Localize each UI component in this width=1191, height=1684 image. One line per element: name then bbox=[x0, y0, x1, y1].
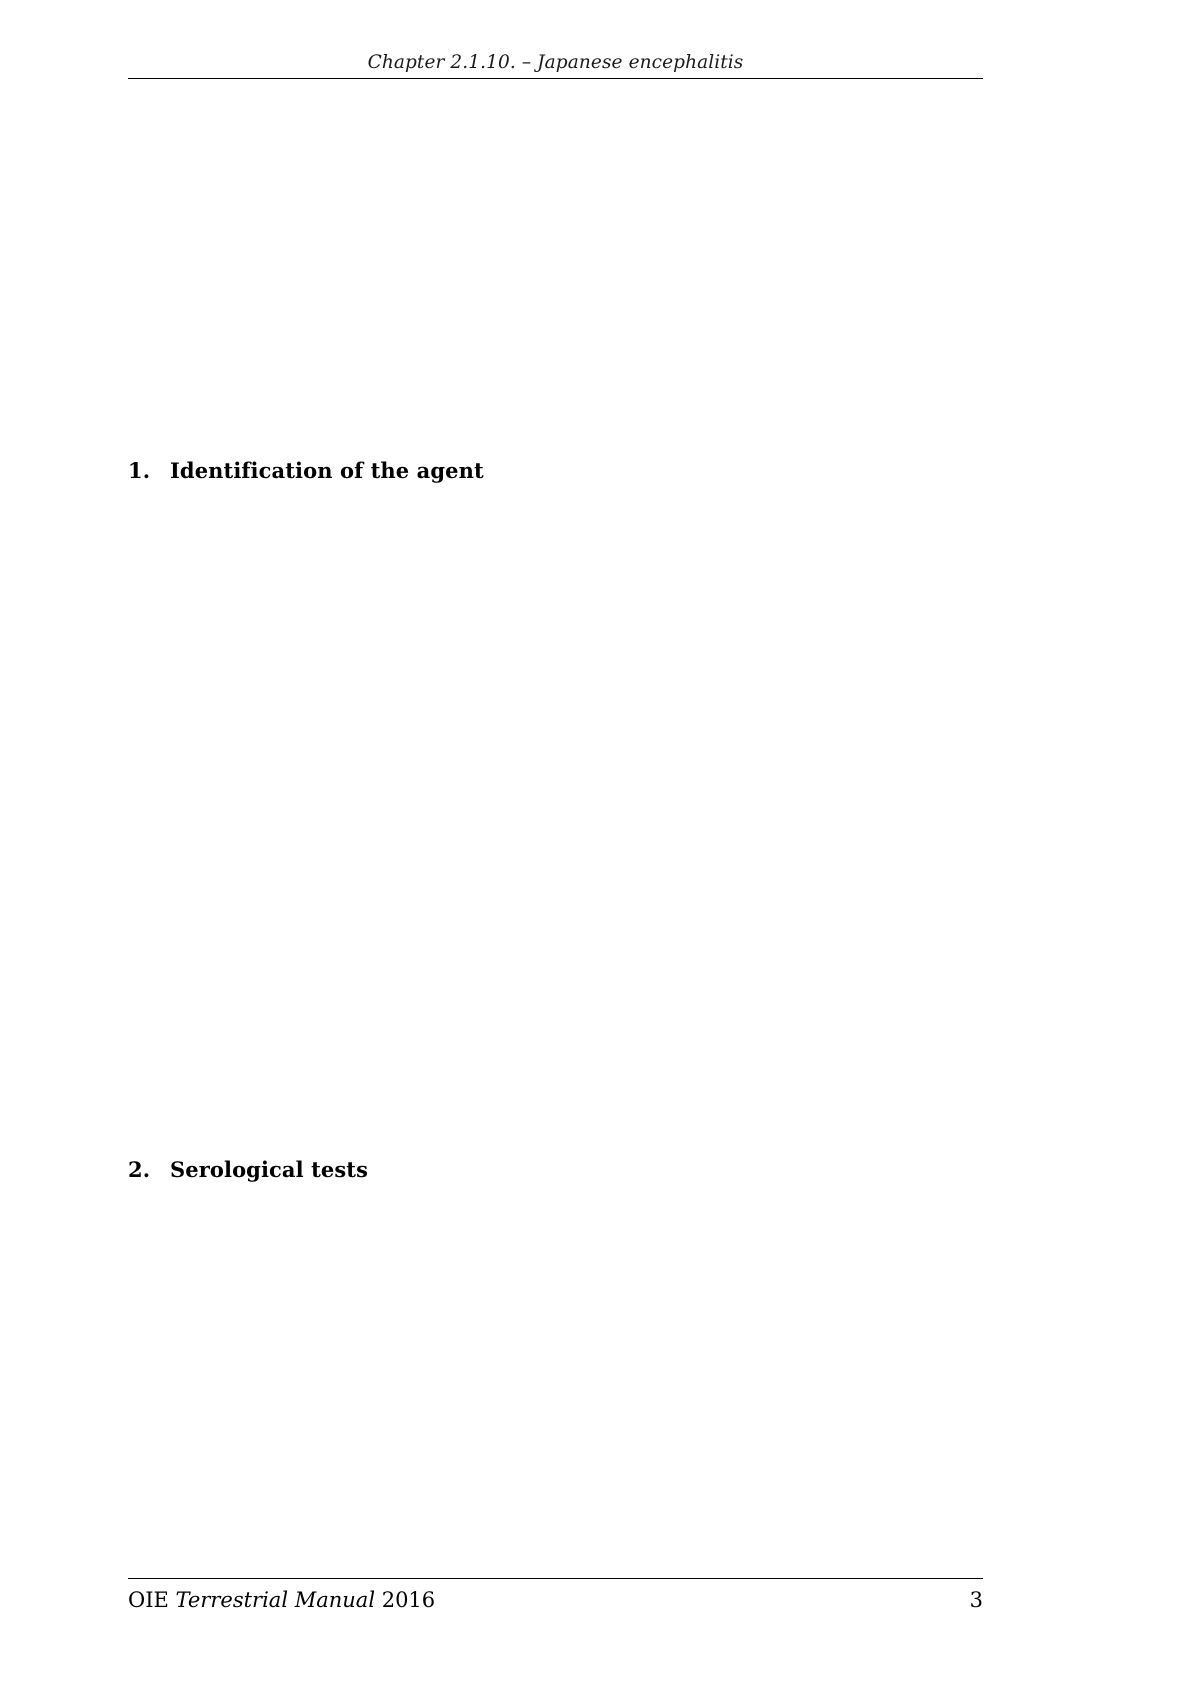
page-number: 3 bbox=[969, 1588, 983, 1612]
running-header: Chapter 2.1.10. – Japanese encephalitis bbox=[367, 52, 744, 73]
section-heading-serological-tests bbox=[128, 1157, 368, 1182]
footer-divider bbox=[128, 1578, 983, 1579]
footer-citation bbox=[128, 1588, 435, 1612]
footer-year: 2016 bbox=[375, 1588, 436, 1612]
section-number: 1. bbox=[128, 458, 151, 483]
section-heading-identification-of-the-agent bbox=[128, 458, 484, 483]
section-number: 2. bbox=[128, 1157, 151, 1182]
section-title: Identification of the agent bbox=[170, 458, 484, 483]
footer-manual-title: Terrestrial Manual bbox=[175, 1588, 376, 1612]
page-footer bbox=[128, 1588, 983, 1612]
section-title: Serological tests bbox=[170, 1157, 369, 1182]
footer-publisher: OIE bbox=[128, 1588, 176, 1612]
header-divider bbox=[128, 78, 983, 79]
page-content bbox=[128, 95, 983, 1495]
